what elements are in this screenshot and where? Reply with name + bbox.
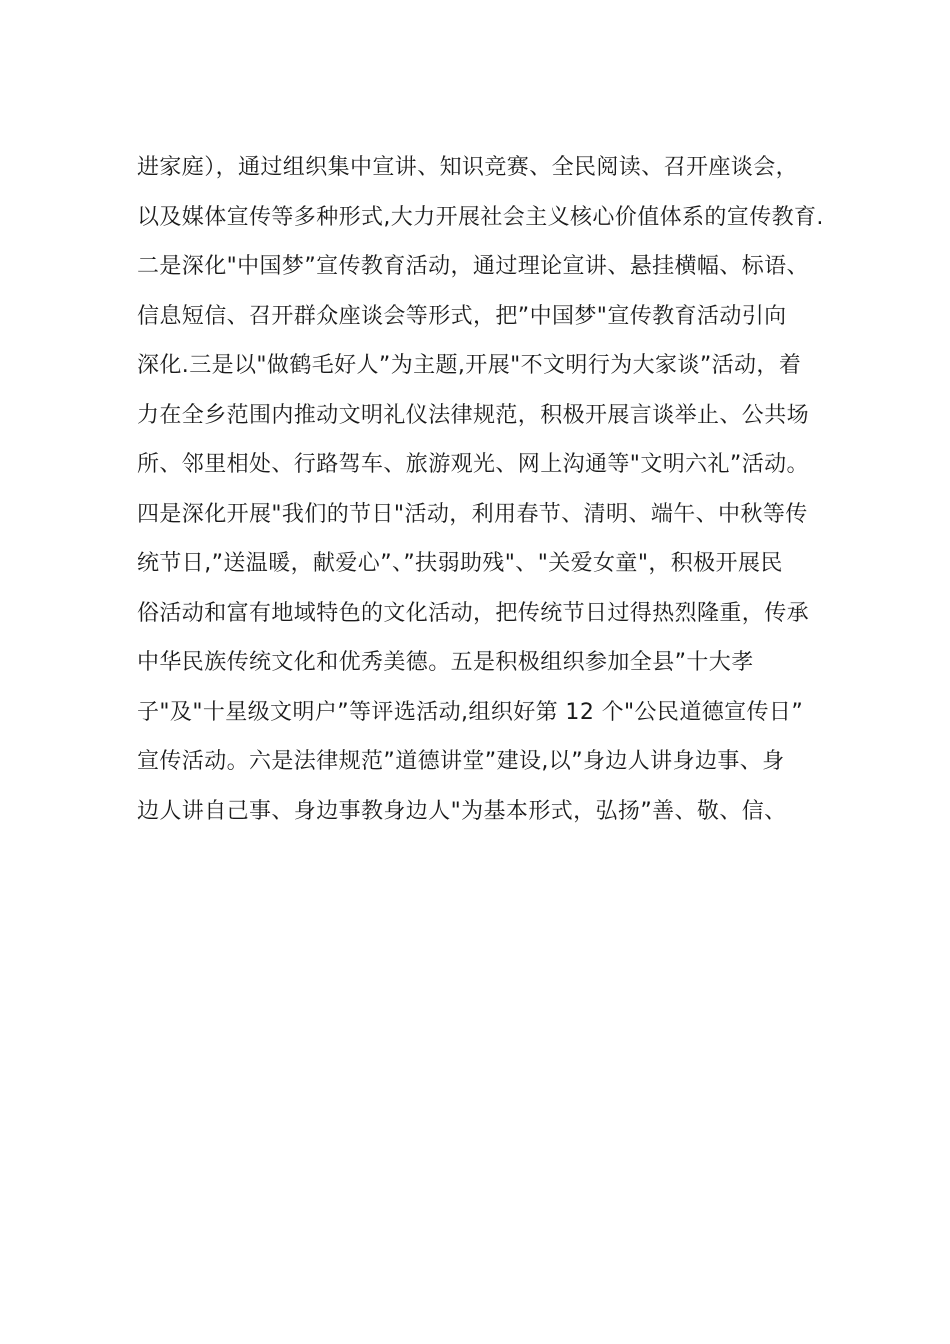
text-line: 所、邻里相处、行路驾车、旅游观光、网上沟通等"文明六礼”活动。 — [137, 452, 809, 477]
text-line: 宣传活动。六是法律规范”道德讲堂”建设,以”身边人讲身边事、身 — [137, 749, 785, 774]
text-line: 中华民族传统文化和优秀美德。五是积极组织参加全县”十大孝 — [137, 650, 754, 675]
text-line: 信息短信、召开群众座谈会等形式，把”中国梦"宣传教育活动引向 — [137, 303, 787, 329]
text-line: 边人讲自己事、身边事教身边人"为基本形式，弘扬”善、敬、信、 — [137, 798, 787, 824]
text-line: 进家庭），通过组织集中宣讲、知识竞赛、全民阅读、召开座谈会， — [137, 155, 799, 180]
text-line: 子"及"十星级文明户”等评选活动,组织好第 12 个"公民道德宣传日” — [137, 699, 804, 725]
text-line: 二是深化"中国梦”宣传教育活动，通过理论宣讲、悬挂横幅、标语、 — [137, 254, 809, 279]
body-text — [137, 143, 837, 836]
text-line: 力在全乡范围内推动文明礼仪法律规范，积极开展言谈举止、公共场 — [137, 402, 810, 428]
text-line: 深化.三是以"做鹤毛好人”为主题,开展"不文明行为大家谈”活动，着 — [137, 353, 802, 378]
text-line: 以及媒体宣传等多种形式,大力开展社会主义核心价值体系的宣传教育. — [137, 204, 824, 230]
text-line: 四是深化开展"我们的节日"活动，利用春节、清明、端午、中秋等传 — [137, 501, 808, 527]
text-line: 俗活动和富有地域特色的文化活动，把传统节日过得热烈隆重，传承 — [137, 600, 810, 626]
text-line: 统节日,”送温暖，献爱心”、”扶弱助残"、"关爱女童"，积极开展民 — [137, 551, 783, 576]
